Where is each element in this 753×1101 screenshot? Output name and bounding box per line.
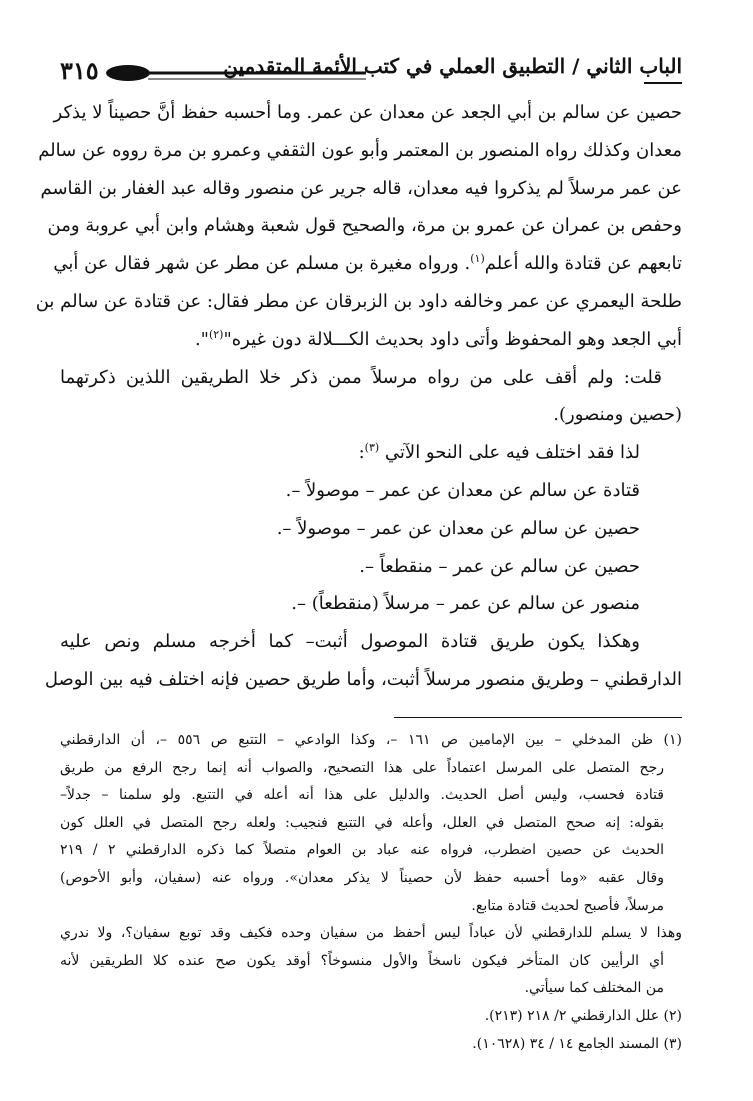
footnote-marker-1: (١) <box>470 252 485 266</box>
text-line: (حصين ومنصور). <box>553 404 682 426</box>
text-line <box>60 434 682 472</box>
running-title: الباب الثاني / التطبيق العملي في كتب الأئمة المتقدمين <box>223 54 682 78</box>
text-line <box>60 321 682 359</box>
text-line: معدان وكذلك رواه المنصور بن المعتمر وأبو عون الثقفي وعمرو بن مرة رووه عن سالم <box>38 139 682 161</box>
text-segment: : <box>358 442 365 464</box>
footnote-line: قتادة فحسب، وليس أصل الحديث. والدليل على هذا أنه أعله في التتبع. ولو سلمنا – جدلاً– <box>60 787 664 804</box>
footnote-marker-2: (٢) <box>208 327 224 341</box>
footnote-line: وقال عقبه «وما أحسبه حفظ لأن حصيناً لا يذكر معدان». ورواه عنه (سفيان، وأبو الأحوص) <box>60 869 664 886</box>
text-line: وهكذا يكون طريق قتادة الموصول أثبت– كما أخرجه مسلم ونص عليه <box>60 631 640 653</box>
text-segment: تابعهم عن قتادة والله أعلم <box>484 253 682 275</box>
footnote-line: رجح المتصل على المرسل اعتماداً على هذا التصحيح، والصواب أنه إنما رجح الرفع من طريق <box>60 759 664 776</box>
chain-item: حصين عن سالم عن معدان عن عمر – موصولاً –. <box>276 517 640 539</box>
paragraph-1 <box>35 94 682 359</box>
footnote-line: وهذا لا يسلم للدارقطني لأن عباداً ليس أحفظ من سفيان وحده فكيف وقد توبع سفيان؟، ولا ندري <box>60 925 682 942</box>
footnote-line: (٢) علل الدارقطني ٢/ ٢١٨ (٢١٣). <box>484 1007 682 1024</box>
title-underline <box>644 82 682 84</box>
chain-item: منصور عن سالم عن عمر – مرسلاً (منقطعاً) –. <box>291 593 640 615</box>
text-line: حصين عن سالم بن أبي الجعد عن معدان عن عمر. وما أحسبه حفظ أنَّ حصيناً لا يذكر <box>53 102 682 123</box>
text-line <box>53 245 682 283</box>
footnotes <box>60 727 682 1058</box>
text-segment: لذا فقد اختلف فيه على النحو الآتي <box>379 442 640 464</box>
paragraph-2 <box>60 359 682 435</box>
text-line: قلت: ولم أقف على من رواه مرسلاً ممن ذكر خلا الطريقين اللذين ذكرتهما <box>60 366 662 388</box>
footnote-line: (١) ظن المدخلي – بين الإمامين ص ١٦١ –، وكذا الوادعي – التتبع ص ٥٥٦ –، أن الدارقطني <box>60 732 682 748</box>
footnote-marker-3: (٣) <box>364 441 380 455</box>
page-number: ٣١٥ <box>60 56 99 85</box>
footnote-line: (٣) المسند الجامع ١٤ / ٣٤ (١٠٦٢٨). <box>472 1035 682 1052</box>
footnote-line: من المختلف كما سيأتي. <box>524 980 664 997</box>
text-segment: أبي الجعد وهو المحفوظ وأتى داود بحديث الكـــلالة دون غيره" <box>223 328 682 350</box>
text-line: طلحة اليعمري عن عمر وخالفه داود بن الزبرقان عن مطر فقال: عن قتادة عن سالم بن <box>35 290 682 312</box>
chain-item: قتادة عن سالم عن معدان عن عمر – موصولاً –. <box>285 479 640 501</box>
paragraph-3 <box>60 434 682 623</box>
footnote-line: الحديث عن حصين اضطرب، فرواه عنه عباد بن العوام متصلاً كما ذكره الدارقطني ٢ / ٢١٩ <box>60 842 664 859</box>
paragraph-4 <box>44 623 682 699</box>
text-line: وحفص بن عمران عن عمرو بن مرة، والصحيح قول شعبة وهشام وابن أبي عروبة ومن <box>47 215 682 237</box>
chain-item: حصين عن سالم عن عمر – منقطعاً –. <box>359 555 640 577</box>
text-segment: . ورواه مغيرة بن مسلم عن مطر عن شهر فقال عن أبي <box>53 253 471 275</box>
footnote-line: مرسلاً، فأصبح لحديث قتادة متابع. <box>471 897 664 914</box>
running-header <box>60 52 682 92</box>
text-segment: ". <box>194 328 209 350</box>
main-text <box>35 94 682 699</box>
footnote-separator <box>394 717 682 718</box>
footnote-line: أي الرأيين كان المتأخر فيكون ناسخاً والأول منسوخاً؟ أوقد يكون صح عنده كلا الطريقين لأنه <box>60 952 664 969</box>
footnote-line: بقوله: إنه صحح المتصل في العلل، وأعله في التتبع فنجيب: ولعله رجح المتصل في العلل كون <box>60 814 664 831</box>
text-line: الدارقطني – وطريق منصور مرسلاً أثبت، وأما طريق حصين فإنه اختلف فيه بين الوصل <box>44 668 682 690</box>
text-line: عن عمر مرسلاً لم يذكروا فيه معدان، قاله جرير عن منصور وقاله عبد الغفار بن القاسم <box>40 177 682 199</box>
